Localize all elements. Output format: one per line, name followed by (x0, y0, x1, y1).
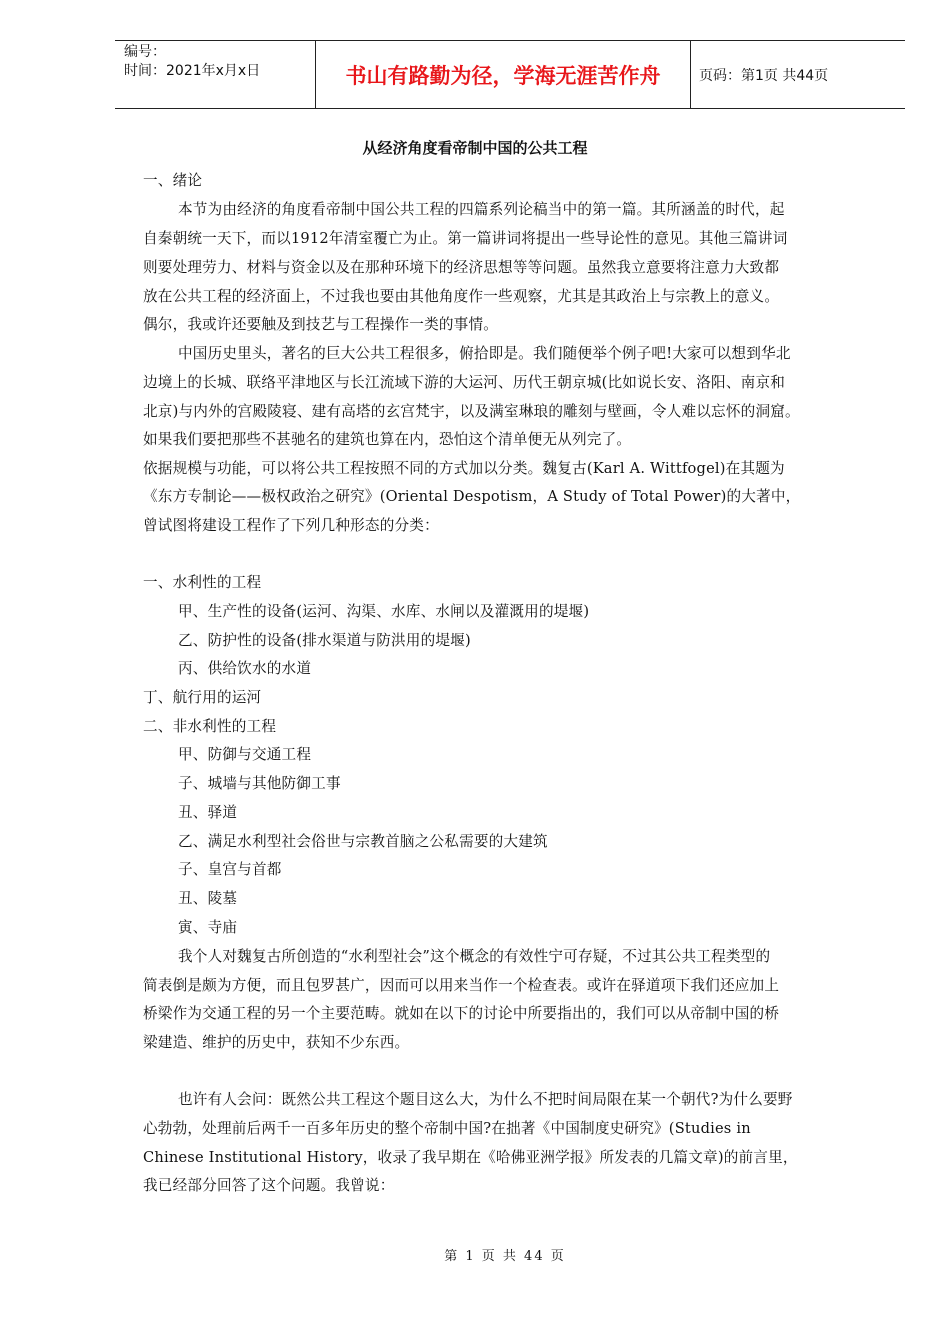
header-meta (115, 41, 315, 108)
header-page-info: 页码：第1页 共44页 (699, 67, 829, 84)
list-item: 甲、生产性的设备(运河、沟渠、水库、水闸以及灌溉用的堤堰) (178, 603, 590, 620)
paragraph-line: 北京)与内外的宫殿陵寝、建有高塔的玄宫梵宇，以及满室琳琅的雕刻与壁画，令人难以忘怀的洞窟。 (143, 403, 800, 420)
paragraph-line: 则要处理劳力、材料与资金以及在那种环境下的经济思想等等问题。虽然我立意要将注意力大致都 (143, 259, 780, 276)
paragraph-line: 我个人对魏复古所创造的“水利型社会”这个概念的有效性宁可存疑，不过其公共工程类型的 (178, 948, 771, 965)
list-item: 丑、驿道 (178, 804, 238, 821)
paragraph-line: 心勃勃，处理前后两千一百多年历史的整个帝制中国?在拙著《中国制度史研究》(Studies in (143, 1120, 751, 1137)
document-number: 编号： (124, 44, 166, 60)
page-footer: 第 1 页 共 44 页 (444, 1249, 566, 1264)
header-table (115, 40, 905, 109)
paragraph-line: 《东方专制论——极权政治之研究》(Oriental Despotism，A Study of Total Power)的大著中， (143, 488, 801, 505)
paragraph-line: 偶尔，我或许还要触及到技艺与工程操作一类的事情。 (143, 316, 499, 333)
paragraph-line: 我已经部分回答了这个问题。我曾说： (143, 1177, 395, 1194)
paragraph-line: 简表倒是颇为方便，而且包罗甚广，因而可以用来当作一个检查表。或许在驿道项下我们还应加上 (143, 977, 780, 994)
list-item: 丑、陵墓 (178, 890, 238, 907)
paragraph-line: 放在公共工程的经济面上，不过我也要由其他角度作一些观察，尤其是其政治上与宗教上的意义。 (143, 288, 780, 305)
paragraph-line: Chinese Institutional History，收录了我早期在《哈佛亚洲学报》所发表的几篇文章)的前言里， (143, 1149, 798, 1166)
document-time: 时间：2021年x月x日 (124, 63, 261, 79)
paragraph-line: 梁建造、维护的历史中，获知不少东西。 (143, 1034, 410, 1051)
list-item: 甲、防御与交通工程 (178, 746, 312, 763)
paragraph-line: 也许有人会问：既然公共工程这个题目这么大，为什么不把时间局限在某一个朝代?为什么要野 (178, 1091, 793, 1108)
document-title: 从经济角度看帝制中国的公共工程 (362, 139, 588, 157)
header-motto: 书山有路勤为径，学海无涯苦作舟 (315, 41, 691, 108)
paragraph-line: 本节为由经济的角度看帝制中国公共工程的四篇系列论稿当中的第一篇。其所涵盖的时代，起 (178, 201, 785, 218)
list-item: 一、水利性的工程 (143, 574, 262, 591)
paragraph-line: 中国历史里头，著名的巨大公共工程很多，俯拾即是。我们随便举个例子吧!大家可以想到华北 (178, 345, 791, 362)
list-item: 乙、满足水利型社会俗世与宗教首脑之公私需要的大建筑 (178, 833, 548, 850)
list-item: 寅、寺庙 (178, 919, 238, 936)
list-item: 丙、供给饮水的水道 (178, 660, 312, 677)
list-item: 子、皇宫与首都 (178, 861, 282, 878)
paragraph-line: 曾试图将建设工程作了下列几种形态的分类： (143, 517, 439, 534)
paragraph-line: 边境上的长城、联络平津地区与长江流域下游的大运河、历代王朝京城(比如说长安、洛阳、南京和 (143, 374, 786, 391)
paragraph-line: 自秦朝统一天下，而以1912年清室覆亡为止。第一篇讲词将提出一些导论性的意见。其他三篇讲词 (143, 230, 788, 247)
paragraph-line: 桥梁作为交通工程的另一个主要范畴。就如在以下的讨论中所要指出的，我们可以从帝制中国的桥 (143, 1005, 780, 1022)
section-heading: 一、绪论 (143, 172, 203, 189)
list-item: 丁、航行用的运河 (143, 689, 262, 706)
list-item: 二、非水利性的工程 (143, 718, 277, 735)
paragraph-line: 依据规模与功能，可以将公共工程按照不同的方式加以分类。魏复古(Karl A. Wittfogel)在其题为 (143, 460, 785, 477)
paragraph-line: 如果我们要把那些不甚驰名的建筑也算在内，恐怕这个清单便无从列完了。 (143, 431, 632, 448)
list-item: 子、城墙与其他防御工事 (178, 775, 341, 792)
list-item: 乙、防护性的设备(排水渠道与防洪用的堤堰) (178, 632, 471, 649)
